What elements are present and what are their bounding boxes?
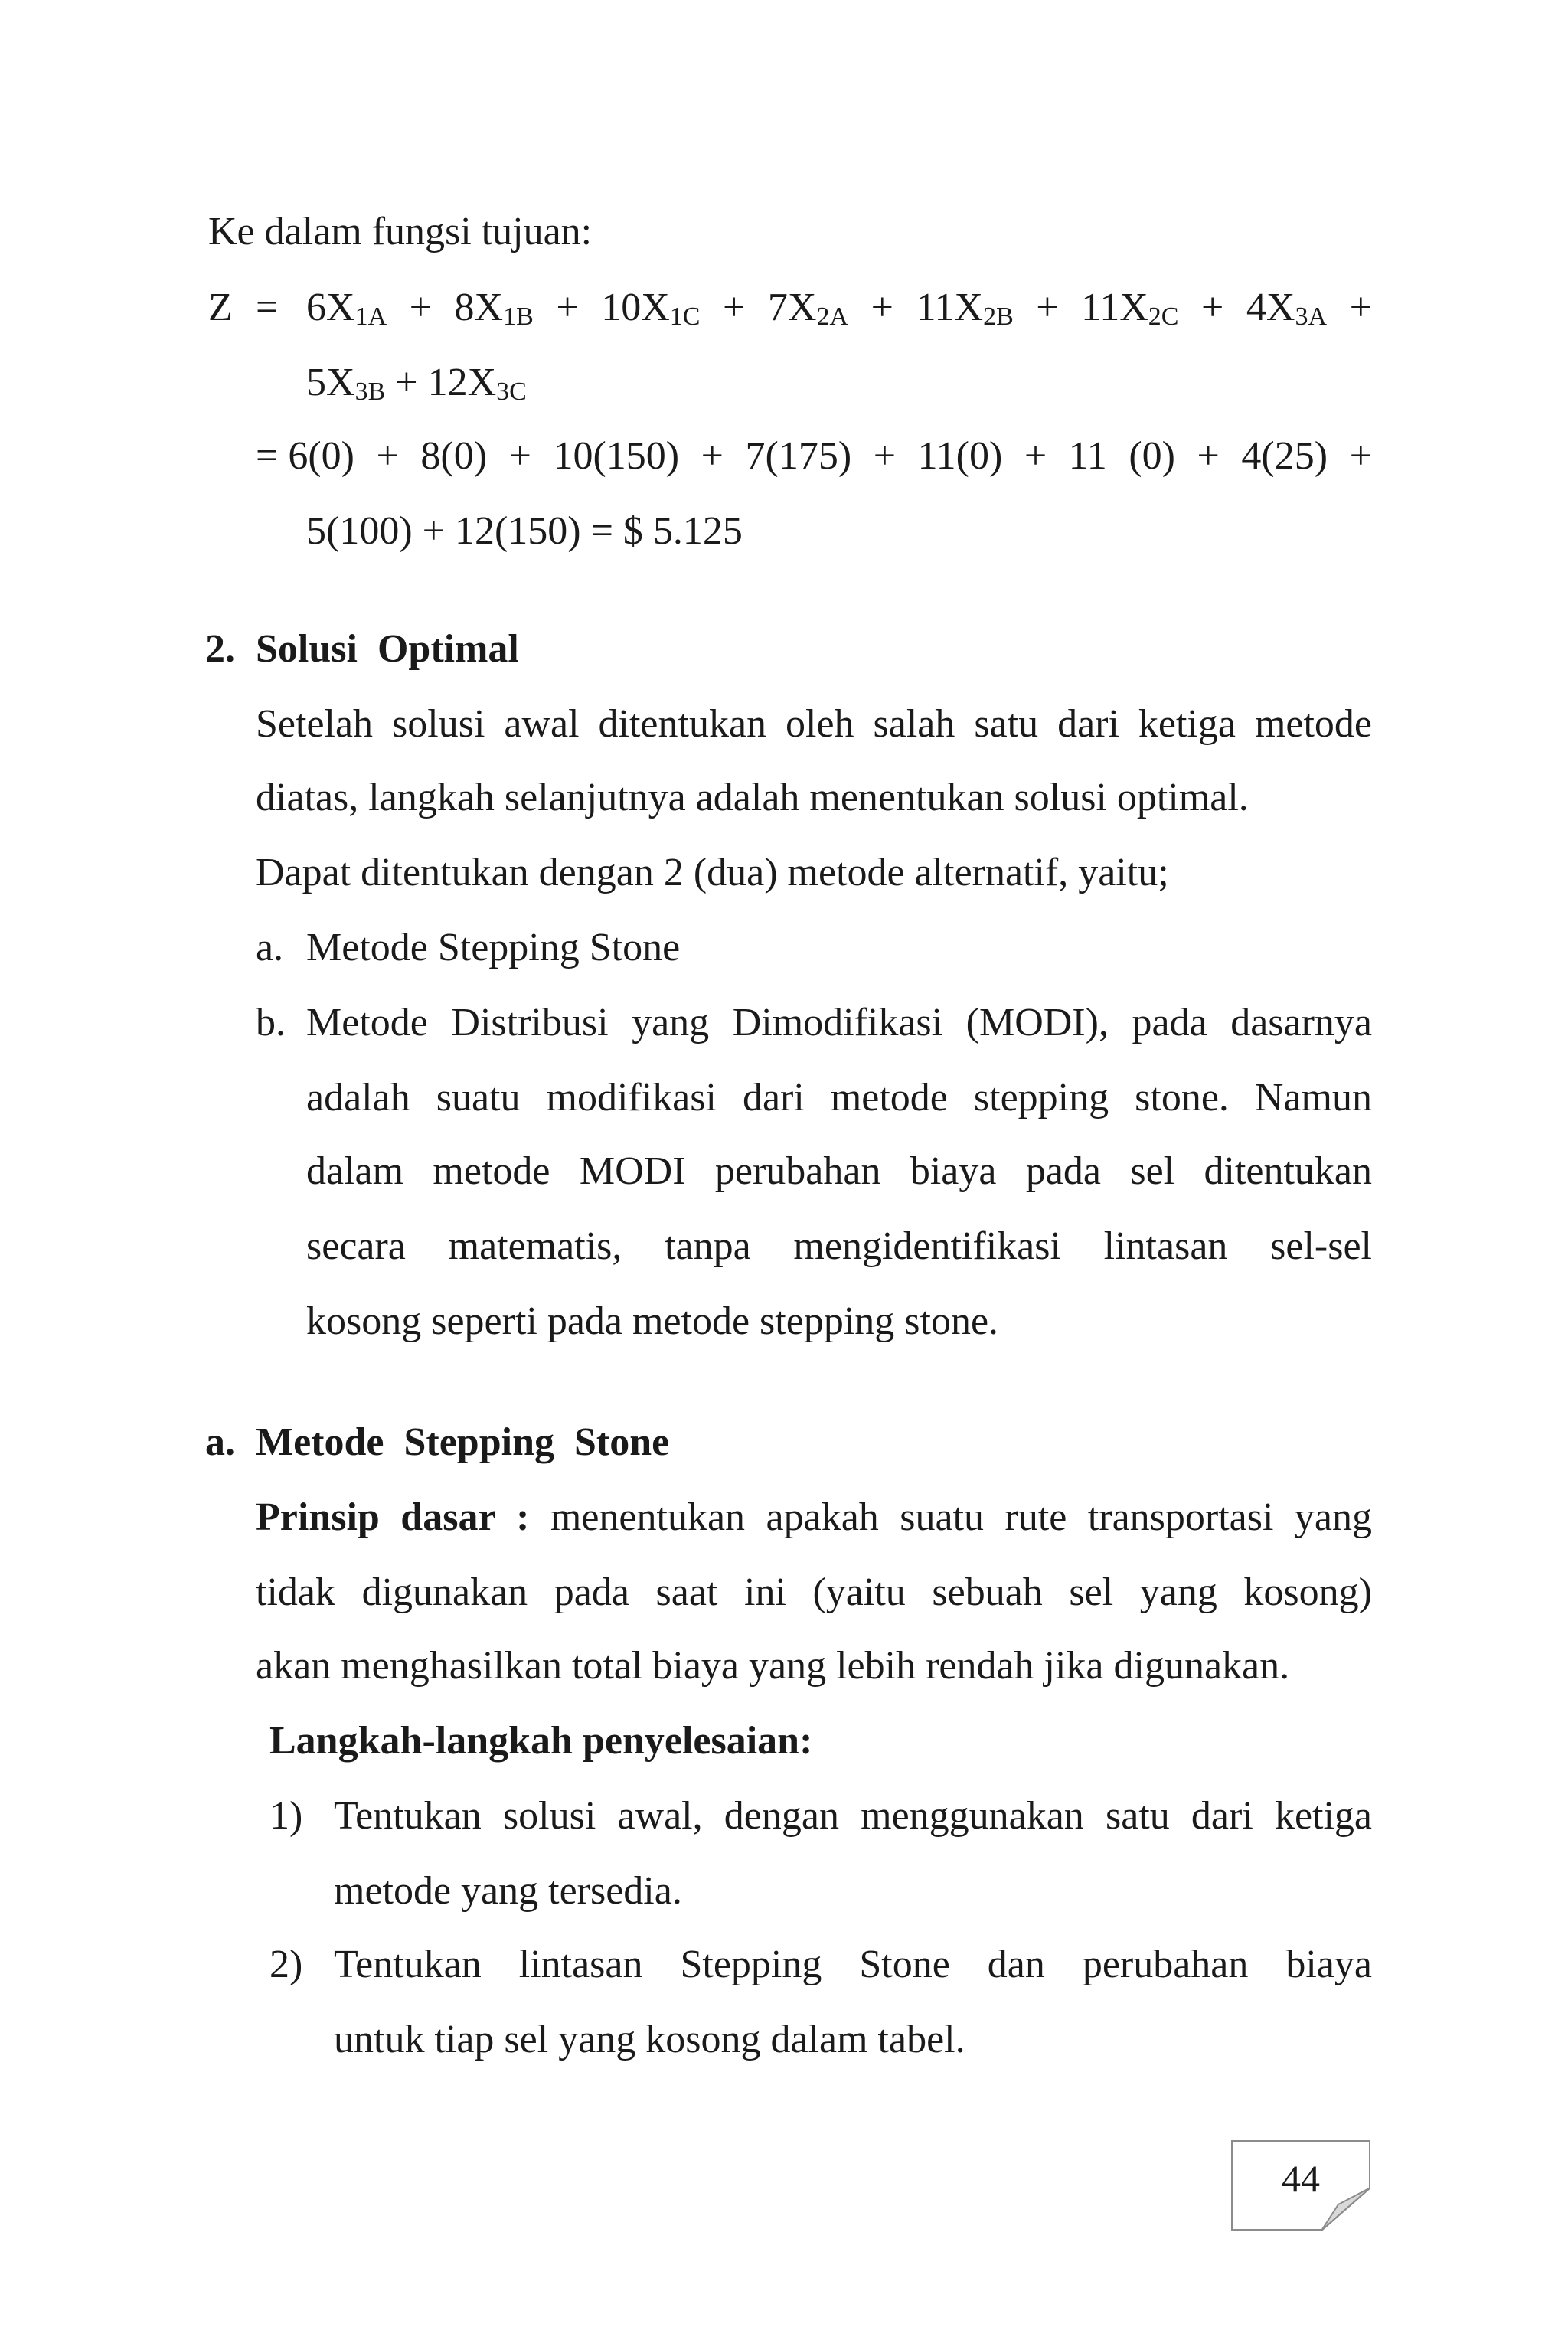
section-a-title: Metode Stepping Stone [256,1420,670,1464]
term: $6X_{1A}$ [306,286,387,331]
plus: + [723,286,746,329]
step-1-line-2: metode yang tersedia. [334,1869,682,1913]
term: $8X_{1B}$ [454,286,534,331]
plus: + [1024,434,1047,478]
term: 11 [1068,434,1107,478]
plus: + [1349,434,1372,478]
item-b-line-4: secara matematis, tanpa mengidentifikasi lintasan sel-sel [306,1224,1372,1268]
term: 10(150) [553,434,680,478]
plus: + [1197,434,1220,478]
steps-title: Langkah-langkah penyelesaian: [270,1719,813,1763]
term: $11X_{2B}$ [916,286,1014,331]
section-2-line-1: Setelah solusi awal ditentukan oleh salah satu dari ketiga metode [256,702,1372,746]
plus: + [1349,286,1372,329]
item-a-text: Metode Stepping Stone [306,926,681,969]
formula-row-2: $5X_{3B} + 12X_{3C}$ [306,361,527,406]
formula-row-1 [306,285,1372,331]
principle-line-3: akan menghasilkan total biaya yang lebih rendah jika digunakan. [256,1644,1290,1688]
page-number-box [1231,2140,1370,2231]
item-b-line-2: adalah suatu modifikasi dari metode stepping stone. Namun [306,1076,1372,1119]
term: $7X_{2A}$ [767,286,849,331]
section-a-number: a. [205,1420,235,1464]
plus: + [508,434,531,478]
plus: + [873,434,897,478]
formula-row-4: 5(100) + 12(150) = $ 5.125 [306,509,743,553]
plus: + [1201,286,1224,329]
principle-line-1: Prinsip dasar : menentukan apakah suatu rute transportasi yang [256,1495,1373,1539]
step-1-line-1: Tentukan solusi awal, dengan menggunakan satu dari ketiga [334,1794,1372,1838]
formula-row-3 [256,433,1372,479]
term: 8(0) [420,434,488,478]
term: $10X_{1C}$ [601,286,701,331]
term: $11X_{2C}$ [1081,286,1179,331]
formula-equals: = [256,286,279,329]
section-2-line-2: diatas, langkah selanjutnya adalah menentukan solusi optimal. [256,776,1249,819]
item-b-line-5: kosong seperti pada metode stepping stone. [306,1299,999,1343]
step-2-line-1: Tentukan lintasan Stepping Stone dan perubahan biaya [334,1943,1372,1986]
term: 11(0) [917,434,1003,478]
item-a-label: a. [256,926,284,969]
item-b-label: b. [256,1001,286,1044]
plus: + [871,286,893,329]
plus: + [409,286,432,329]
section-2-line-3: Dapat ditentukan dengan 2 (dua) metode alternatif, yaitu; [256,851,1169,894]
term: (0) [1129,434,1175,478]
term: 7(175) [745,434,852,478]
section-2-title: Solusi Optimal [256,627,519,671]
page-number: 44 [1282,2157,1320,2200]
term: $4X_{3A}$ [1246,286,1328,331]
formula-z: Z [208,286,233,329]
plus: + [701,434,724,478]
principle-label: Prinsip dasar : [256,1495,530,1539]
principle-line-2: tidak digunakan pada saat ini (yaitu sebuah sel yang kosong) [256,1570,1372,1614]
folded-corner-icon [1321,2188,1370,2231]
plus: + [1036,286,1059,329]
step-2-label: 2) [270,1943,303,1986]
plus: + [376,434,399,478]
item-b-line-3: dalam metode MODI perubahan biaya pada sel ditentukan [306,1149,1372,1193]
section-2-number: 2. [205,627,235,671]
term: = 6(0) [256,434,354,478]
intro-text: Ke dalam fungsi tujuan: [208,210,593,253]
step-1-label: 1) [270,1794,303,1838]
term: 4(25) [1241,434,1328,478]
step-2-line-2: untuk tiap sel yang kosong dalam tabel. [334,2018,965,2061]
item-b-line-1: Metode Distribusi yang Dimodifikasi (MODI), pada dasarnya [306,1001,1372,1044]
plus: + [556,286,579,329]
